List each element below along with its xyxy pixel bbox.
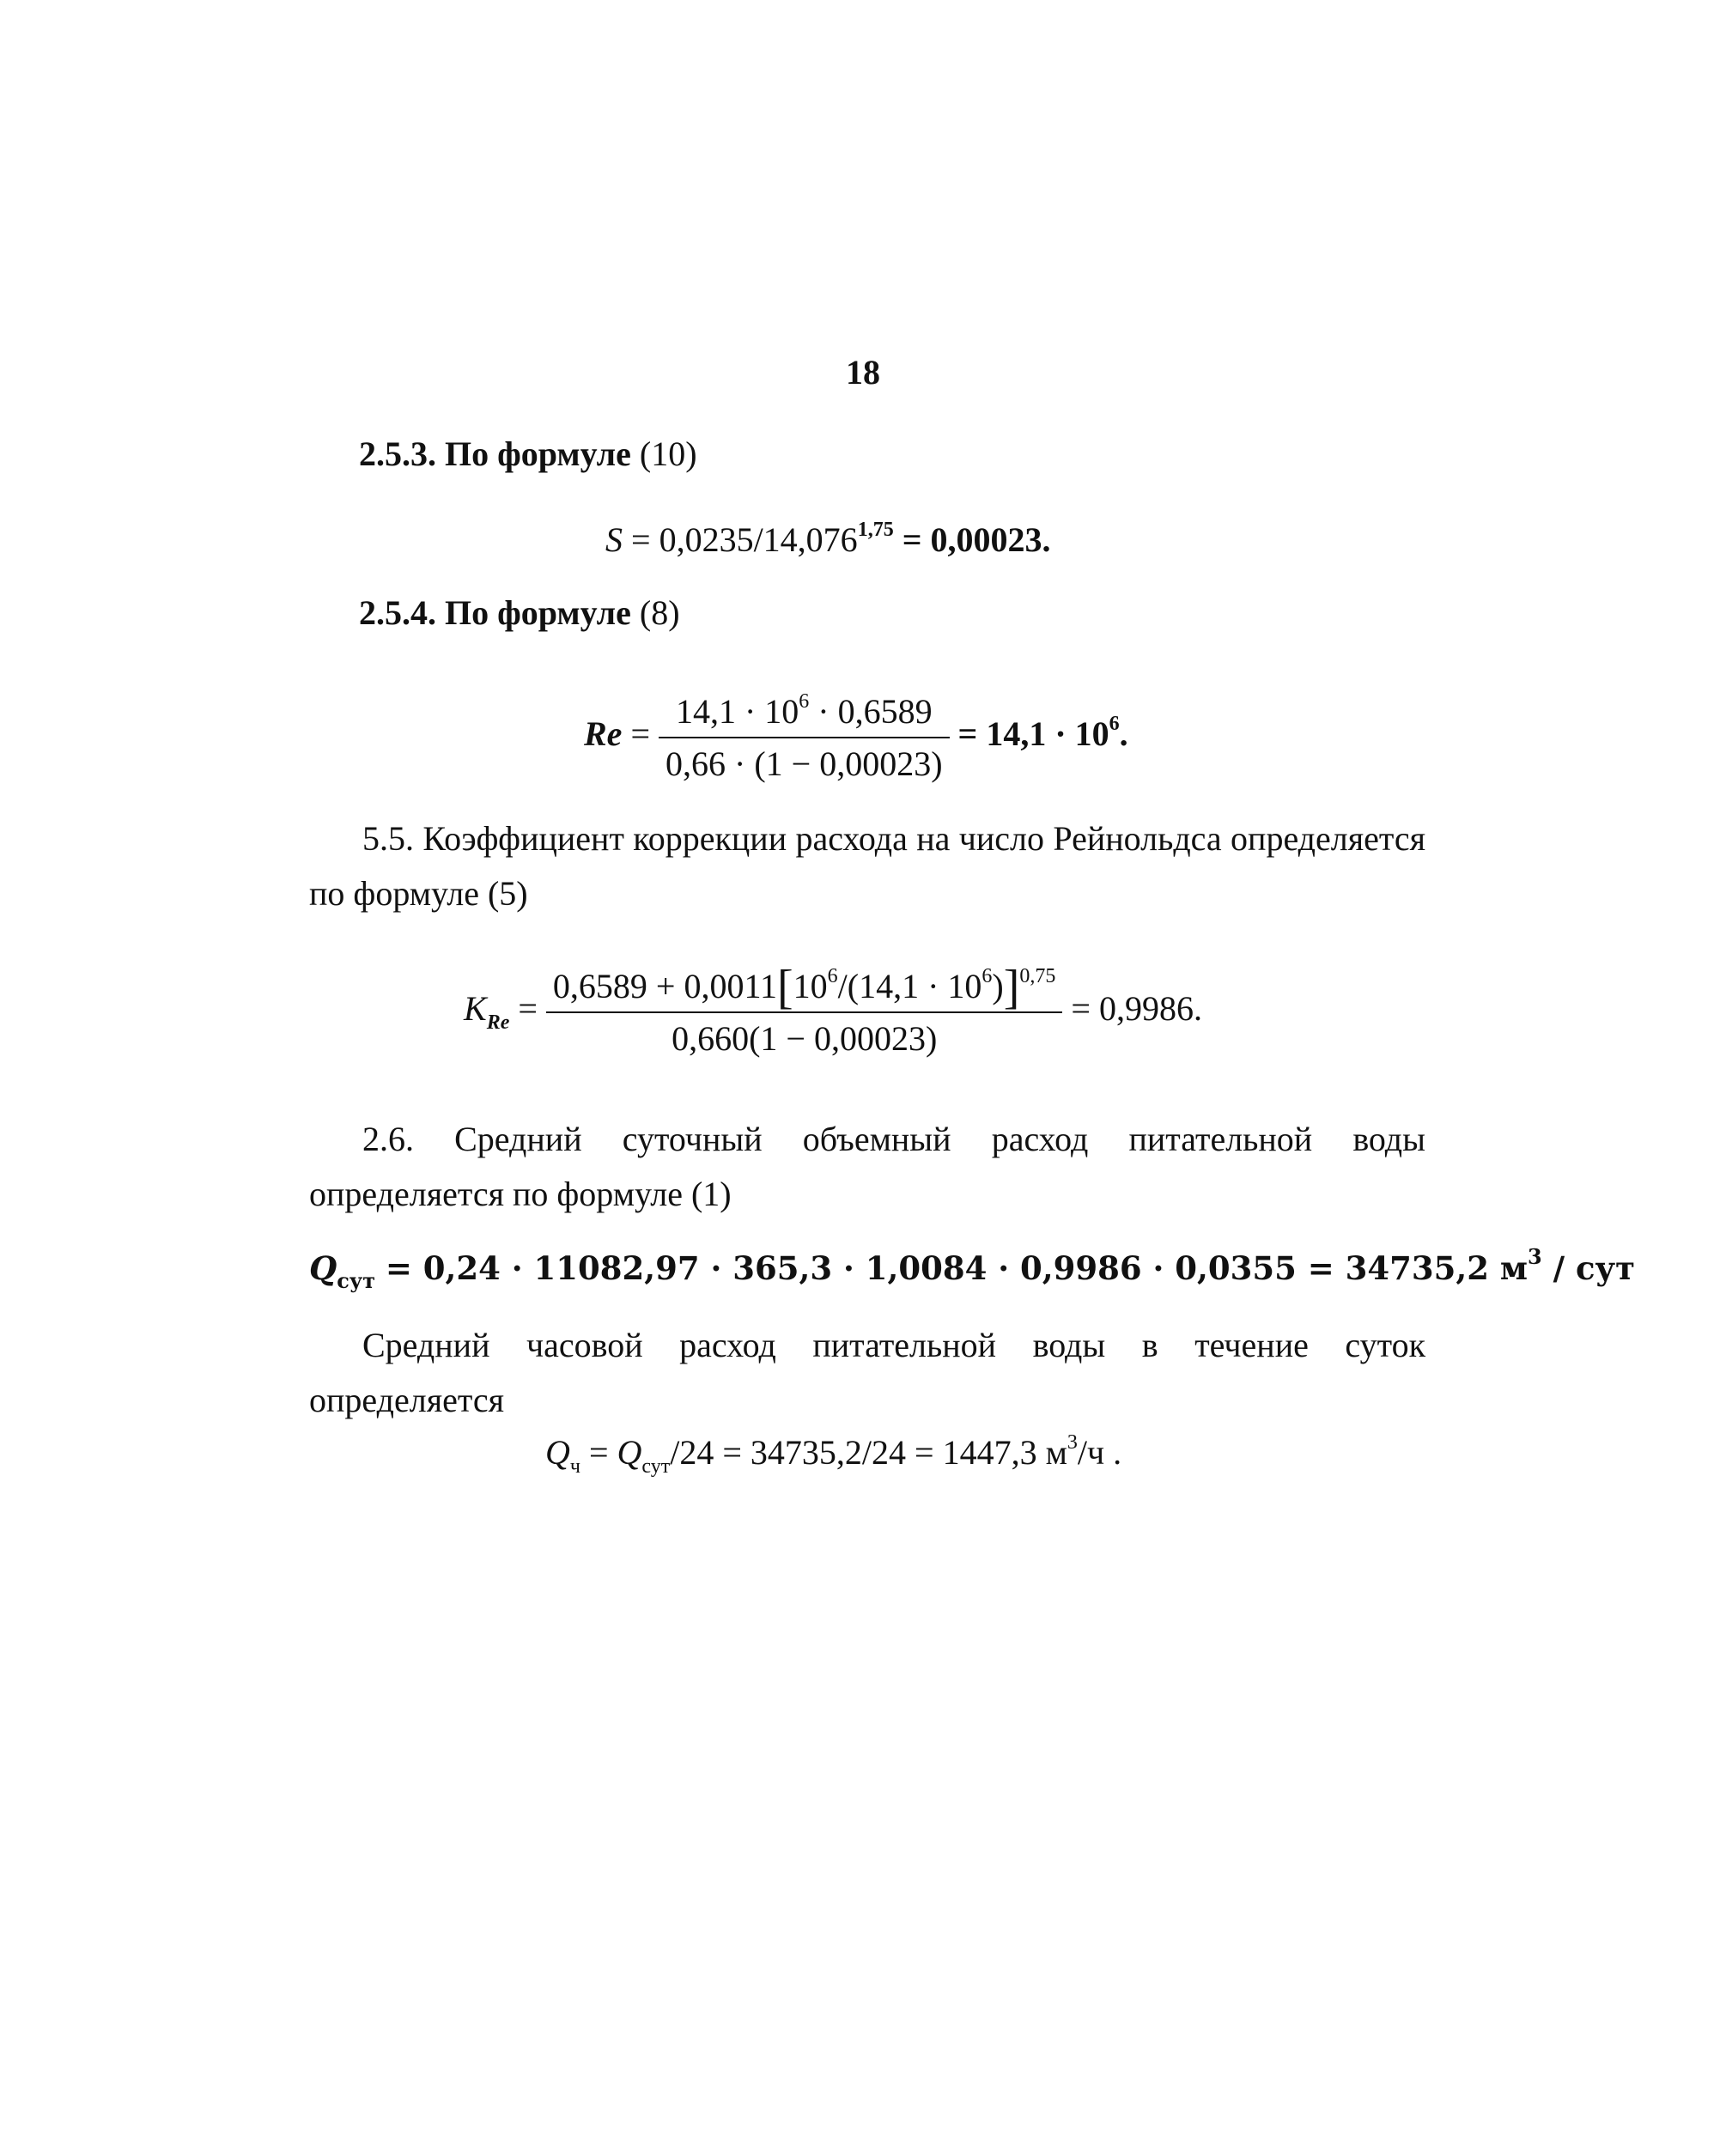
formula-re-numerator bbox=[659, 691, 950, 738]
formula-re-fraction bbox=[659, 691, 950, 784]
formula-q-hour-sub: ч bbox=[569, 1455, 580, 1478]
formula-q-hour-q-sub: сут bbox=[641, 1455, 671, 1478]
paragraph-2-6-number: 2.6. bbox=[362, 1120, 414, 1158]
formula-k-re-numer-c: /(14,1 · 10 bbox=[837, 967, 982, 1005]
formula-k-re-fraction bbox=[546, 961, 1062, 1059]
paragraph-2-6-text: Средний суточный объемный расход питательной воды определяется по формуле (1) bbox=[309, 1120, 1426, 1213]
formula-q-hour bbox=[545, 1431, 1122, 1478]
formula-s-expr: 0,0235/14,076 bbox=[659, 520, 858, 559]
paragraph-2-6 bbox=[309, 1112, 1425, 1222]
formula-k-re-numer-b-exp: 6 bbox=[827, 965, 838, 987]
heading-2-5-4-label: 2.5.4. По формуле bbox=[359, 593, 631, 632]
formula-k-re-numerator bbox=[546, 961, 1062, 1014]
formula-k-re-result: = 0,9986. bbox=[1071, 989, 1202, 1029]
heading-2-5-3 bbox=[359, 434, 697, 474]
formula-s bbox=[605, 519, 1050, 560]
formula-k-re-numer-c-exp: 6 bbox=[982, 965, 993, 987]
paragraph-hourly-text: Средний часовой расход питательной воды в течение суток определяется bbox=[309, 1326, 1425, 1419]
formula-s-result: = 0,00023. bbox=[902, 520, 1051, 559]
formula-q-hour-lhs: Q bbox=[545, 1433, 570, 1472]
formula-k-re-lhs: K bbox=[464, 989, 487, 1029]
formula-re-result bbox=[958, 714, 1128, 753]
paragraph-5-5 bbox=[309, 811, 1425, 921]
formula-k-re-denominator: 0,660(1 − 0,00023) bbox=[672, 1019, 938, 1058]
heading-2-5-3-ref: (10) bbox=[639, 434, 697, 473]
formula-q-sut-unit-tail: / сут bbox=[1541, 1249, 1636, 1287]
paragraph-5-5-number: 5.5. bbox=[362, 819, 414, 858]
formula-k-re-numer-exp: 0,75 bbox=[1019, 965, 1056, 987]
paragraph-5-5-text: Коэффициент коррекции расхода на число Рейнольдса определяется по формуле (5) bbox=[309, 819, 1426, 913]
formula-q-hour-rhs: /24 = 34735,2/24 = 1447,3 м bbox=[670, 1433, 1067, 1472]
formula-k-re-eq: = bbox=[518, 989, 538, 1029]
formula-q-hour-unit-exp: 3 bbox=[1067, 1431, 1078, 1454]
right-bracket-icon: ] bbox=[1003, 961, 1020, 1014]
paragraph-hourly bbox=[309, 1318, 1425, 1428]
formula-re-numer-a: 14,1 · 10 bbox=[675, 692, 799, 731]
heading-2-5-4-ref: (8) bbox=[639, 593, 680, 632]
formula-re-lhs: Re bbox=[584, 714, 623, 754]
formula-re-numer-exp: 6 bbox=[799, 690, 810, 713]
formula-q-hour-q: Q bbox=[617, 1433, 642, 1472]
formula-s-eq: = bbox=[631, 520, 651, 559]
formula-re-result-b: . bbox=[1119, 714, 1128, 754]
formula-s-lhs: S bbox=[605, 520, 623, 559]
formula-re-result-exp: 6 bbox=[1109, 713, 1120, 736]
formula-re-result-a: = 14,1 · 10 bbox=[957, 714, 1109, 754]
formula-k-re bbox=[464, 961, 1202, 1059]
formula-re-numer-b: · 0,6589 bbox=[809, 692, 933, 731]
formula-s-exponent: 1,75 bbox=[857, 519, 894, 541]
formula-q-sut-lhs: Q bbox=[309, 1249, 337, 1287]
formula-re-eq: = bbox=[630, 714, 650, 754]
formula-re-denominator: 0,66 · (1 − 0,00023) bbox=[665, 744, 943, 783]
page-number: 18 bbox=[846, 353, 880, 392]
formula-k-re-numer-a: 0,6589 + 0,0011 bbox=[552, 967, 777, 1005]
left-bracket-icon: [ bbox=[777, 961, 793, 1014]
formula-q-sut-sub: сут bbox=[337, 1268, 376, 1293]
formula-re bbox=[584, 691, 1128, 784]
heading-2-5-4 bbox=[359, 592, 680, 633]
formula-k-re-sub: Re bbox=[486, 1011, 510, 1035]
formula-k-re-numer-b: 10 bbox=[793, 967, 828, 1005]
formula-q-sut-rhs: = 0,24 · 11082,97 · 365,3 · 1,0084 · 0,9986 · 0,0355 = 34735,2 м bbox=[385, 1249, 1528, 1287]
formula-q-sut bbox=[309, 1244, 1636, 1293]
formula-q-sut-unit-exp: 3 bbox=[1527, 1244, 1542, 1269]
formula-q-hour-unit-tail: /ч . bbox=[1077, 1433, 1122, 1472]
formula-q-hour-eq: = bbox=[580, 1433, 617, 1472]
formula-k-re-numer-d: ) bbox=[992, 967, 1004, 1005]
heading-2-5-3-label: 2.5.3. По формуле bbox=[359, 434, 631, 473]
